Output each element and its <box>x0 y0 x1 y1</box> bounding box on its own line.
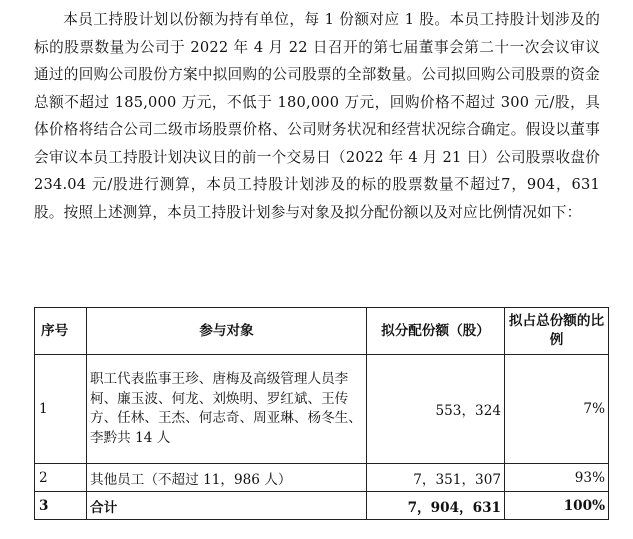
table-header-row <box>35 308 609 355</box>
paragraph-line: 议通过的回购公司股份方案中拟回购的公司股票的全部数量。公司拟回购公司股票 <box>34 38 600 83</box>
row-no: 1 <box>35 355 87 464</box>
row-no: 2 <box>35 464 87 492</box>
paragraph-line: 的资金总额不超过 185,000 万元，不低于 180,000 万元，回购价格不超过 300 元/ <box>34 66 600 111</box>
header-shares: 拟分配份额（股） <box>367 308 505 355</box>
row-ratio: 100% <box>505 492 609 520</box>
paragraph-line: 假设以董事会审议本员工持股计划决议日的前一个交易日（2022 年 4 月 21 日）公 <box>34 121 600 166</box>
paragraph-line: 股，具体价格将结合公司二级市场股票价格、公司财务状况和经营状况综合确定。 <box>34 93 600 138</box>
row-participants: 职工代表监事王珍、唐梅及高级管理人员李柯、廉玉波、何龙、刘焕明、罗红斌、王传方、任林、王杰、何志奇、周亚琳、杨冬生、李黔共 14 人 <box>87 355 367 464</box>
table-row <box>35 355 609 464</box>
row-shares: 553，324 <box>367 355 505 464</box>
header-ratio: 拟占总份额的比例 <box>505 308 609 355</box>
paragraph-line: 司股票收盘价 234.04 元/股进行测算，本员工持股计划涉及的标的股票数量不超过 <box>34 148 600 193</box>
allocation-table <box>34 307 609 520</box>
table-row <box>35 464 609 492</box>
paragraph-line: 的标的股票数量为公司于 2022 年 4 月 22 日召开的第七届董事会第二十一次会议审 <box>34 11 600 56</box>
row-ratio: 93% <box>505 464 609 492</box>
row-shares: 7，904，631 <box>367 492 505 520</box>
row-participants: 合计 <box>87 492 367 520</box>
header-no: 序号 <box>35 308 87 355</box>
row-ratio: 7% <box>505 355 609 464</box>
header-participants: 参与对象 <box>87 308 367 355</box>
row-shares: 7，351，307 <box>367 464 505 492</box>
row-no: 3 <box>35 492 87 520</box>
table-total-row <box>35 492 609 520</box>
paragraph-line: 本员工持股计划以份额为持有单位，每 1 份额对应 1 股。本员工持股计划涉及 <box>63 11 586 28</box>
body-paragraph <box>34 6 600 226</box>
paragraph-line: 例情况如下： <box>492 203 582 221</box>
paragraph-line: 7，904，631 股。按照上述测算，本员工持股计划参与对象及拟分配份额以及对应比 <box>34 176 600 221</box>
row-participants: 其他员工（不超过 11，986 人） <box>87 464 367 492</box>
